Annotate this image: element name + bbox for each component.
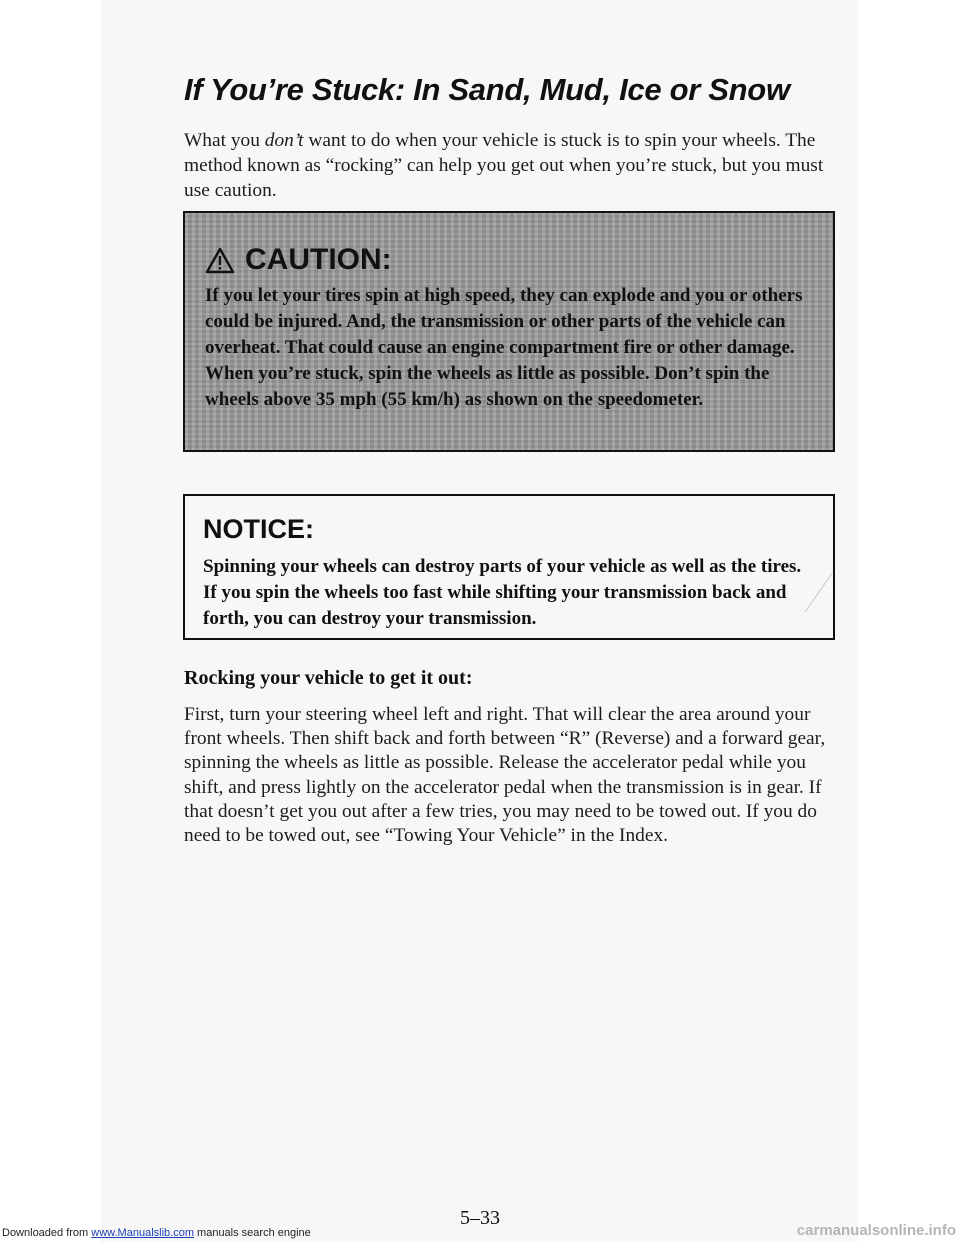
scan-mark — [785, 568, 845, 618]
intro-text-start: What you — [184, 130, 265, 151]
section-body: First, turn your steering wheel left and right. That will clear the area around your front wheels. Then shift back and forth between “R” (Reverse) and a forward gear, spinning the wheels as little as possible. Release the accelerator pedal while you shift, and press lightly on the accelerator pedal when the transmission is in gear. If that doesn’t get you out after a few tries, you may need to be towed out. If you do need to be towed out, see “Towing Your Vehicle” in the Index. — [184, 704, 826, 847]
caution-text: If you let your tires spin at high speed, they can explode and you or others could be injured. And, the transmission or other parts of the vehicle can overheat. That could cause an engine compartment fire or other damage. When you’re stuck, spin the wheels as little as possible. Don’t spin the wheels above 35 mph (55 km/h) as shown on the speedometer. — [205, 285, 803, 410]
caution-box — [183, 211, 835, 452]
footer-prefix: Downloaded from — [2, 1227, 92, 1239]
notice-heading: NOTICE: — [203, 514, 314, 544]
intro-emphasis: don’t — [264, 130, 304, 151]
download-footer — [2, 1227, 311, 1239]
caution-label: CAUTION: — [245, 243, 392, 276]
section-heading: Rocking your vehicle to get it out: — [184, 667, 473, 689]
notice-text: Spinning your wheels can destroy parts of your vehicle as well as the tires. If you spin the wheels too fast while shifting your transmission back and forth, you can destroy your transmission. — [203, 556, 802, 629]
watermark: carmanualsonline.info — [796, 1222, 956, 1239]
intro-text-end: want to do when your vehicle is stuck is to spin your wheels. The method known as “rocking” can help you get out when you’re stuck, but you must use caution. — [184, 130, 824, 201]
warning-triangle-icon — [205, 247, 235, 274]
page-title: If You’re Stuck: In Sand, Mud, Ice or Snow — [184, 72, 790, 107]
manualslib-link[interactable]: www.Manualslib.com — [91, 1227, 194, 1239]
caution-heading — [205, 243, 392, 277]
intro-paragraph — [184, 128, 834, 203]
notice-box — [183, 494, 835, 640]
footer-suffix: manuals search engine — [193, 1227, 311, 1239]
page-number: 5–33 — [460, 1207, 500, 1229]
